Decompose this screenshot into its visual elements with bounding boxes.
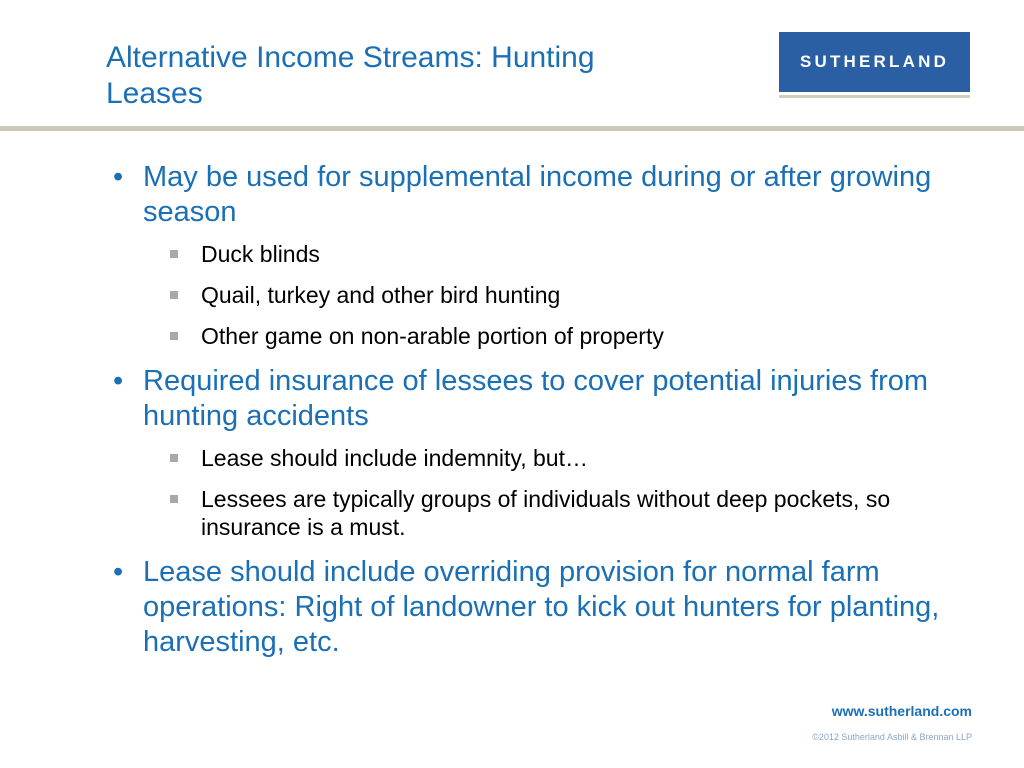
bullet-3-text: Lease should include overriding provision for normal farm operations: Right of landowner to kick out hunters for planting, harvesting, etc. [143, 556, 940, 658]
bullet-2 [113, 364, 994, 434]
sub-bullet-1-3 [201, 322, 984, 350]
square-bullet-icon [170, 454, 178, 462]
square-bullet-icon [170, 495, 178, 503]
sub-bullet-text: Other game on non-arable portion of property [201, 323, 664, 349]
slide-title-line1: Alternative Income Streams: Hunting [106, 41, 595, 74]
square-bullet-icon [170, 250, 178, 258]
bullet-2-text: Required insurance of lessees to cover potential injuries from hunting accidents [143, 365, 929, 432]
bullet-1-text: May be used for supplemental income during or after growing season [143, 161, 932, 228]
footer-copyright: ©2012 Sutherland Asbill & Brennan LLP [812, 732, 972, 742]
sub-bullet-text: Duck blinds [201, 241, 320, 267]
bullet-dot-icon: • [113, 365, 124, 397]
square-bullet-icon [170, 332, 178, 340]
sub-bullet-1-1 [201, 240, 984, 268]
logo-underline [779, 95, 970, 98]
bullet-dot-icon: • [113, 556, 124, 588]
bullet-3 [113, 555, 994, 660]
sub-bullet-text: Lessees are typically groups of individuals without deep pockets, so insurance is a must. [201, 486, 891, 540]
sutherland-logo [779, 32, 970, 92]
sub-bullet-1-2 [201, 281, 984, 309]
sub-bullet-text: Quail, turkey and other bird hunting [201, 282, 561, 308]
sub-bullet-2-1 [201, 444, 984, 472]
slide-title-line2: Leases [106, 77, 203, 110]
sub-bullet-2-2 [201, 485, 984, 541]
bullet-1 [113, 160, 994, 230]
sub-bullet-text: Lease should include indemnity, but… [201, 445, 588, 471]
header-divider [0, 126, 1024, 131]
logo-text: SUTHERLAND [799, 52, 950, 71]
bullet-dot-icon: • [113, 161, 124, 193]
footer-url[interactable]: www.sutherland.com [831, 703, 972, 719]
slide-title [106, 40, 726, 112]
square-bullet-icon [170, 291, 178, 299]
slide-content [0, 160, 1024, 660]
